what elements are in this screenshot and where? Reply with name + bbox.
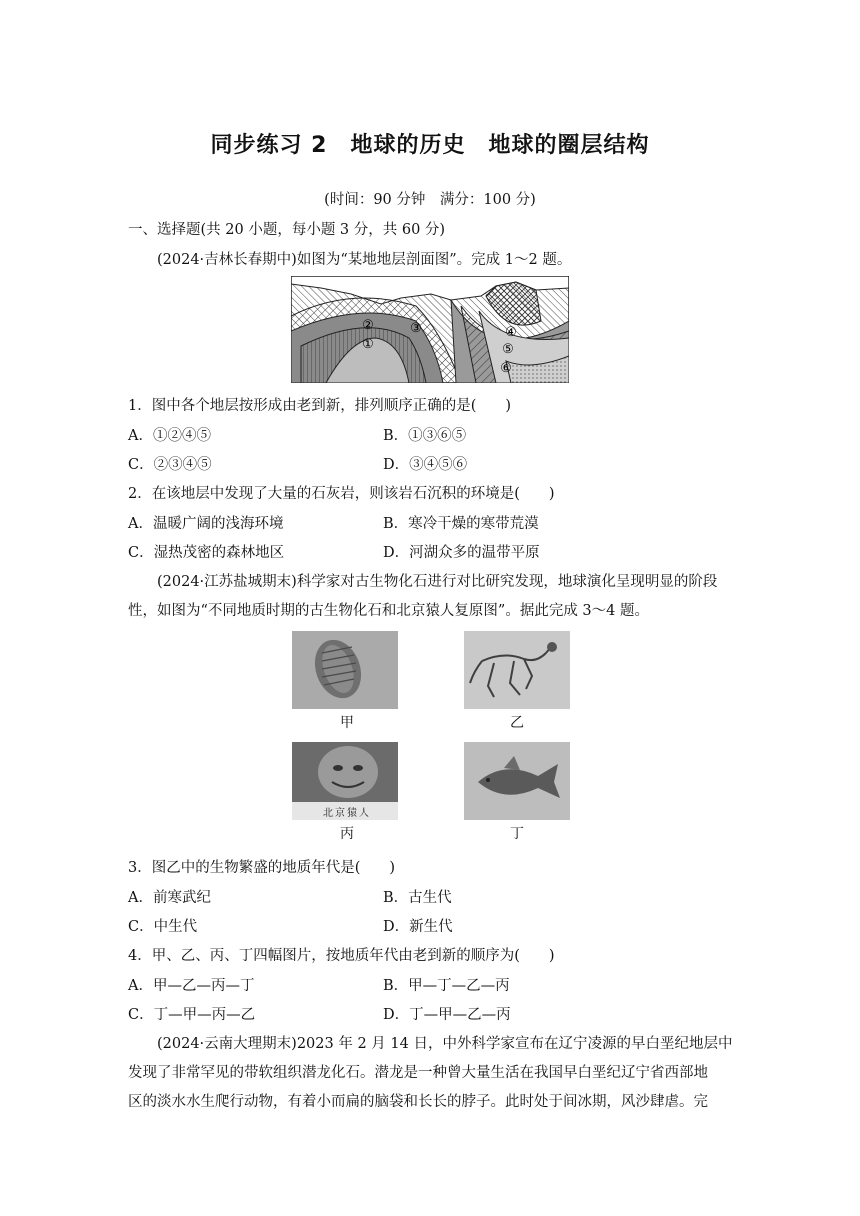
group3-paragraph-line1: (2024·云南大理期末)2023 年 2 月 14 日，中外科学家宣布在辽宁凌源的早白垩纪地层中 — [157, 1036, 733, 1052]
dinosaur-skeleton-fossil-photo — [464, 631, 570, 709]
peking-man-sign-text: 北京猿人 — [323, 808, 371, 819]
question-2-option-d[interactable]: D．河湖众多的温带平原 — [383, 545, 540, 561]
stratum-label-6: ⑥ — [500, 361, 512, 376]
question-3-stem: 3．图乙中的生物繁盛的地质年代是( ) — [128, 860, 396, 876]
caption-bing: 丙 — [340, 826, 354, 842]
caption-ding: 丁 — [510, 826, 524, 842]
caption-yi: 乙 — [510, 715, 524, 731]
question-2-stem: 2．在该地层中发现了大量的石灰岩，则该岩石沉积的环境是( ) — [128, 486, 555, 502]
question-2-option-c[interactable]: C．湿热茂密的森林地区 — [128, 545, 285, 561]
group1-intro: (2024·吉林长春期中)如图为“某地地层剖面图”。完成 1～2 题。 — [157, 252, 572, 268]
page-title: 同步练习 2 地球的历史 地球的圈层结构 — [210, 133, 650, 158]
question-4-stem: 4．甲、乙、丙、丁四幅图片，按地质年代由老到新的顺序为( ) — [128, 948, 555, 964]
strata-cross-section-figure — [291, 276, 569, 383]
stratum-label-3: ③ — [410, 321, 422, 336]
question-4-option-c[interactable]: C．丁—甲—丙—乙 — [128, 1007, 256, 1023]
caption-jia: 甲 — [340, 715, 354, 731]
question-4-option-a[interactable]: A．甲—乙—丙—丁 — [128, 978, 255, 994]
stratum-label-4: ④ — [505, 325, 517, 340]
question-1-option-c[interactable]: C．②③④⑤ — [128, 457, 212, 473]
peking-man-reconstruction-photo — [292, 742, 398, 820]
question-1-option-b[interactable]: B．①③⑥⑤ — [383, 428, 467, 444]
question-1-option-d[interactable]: D．③④⑤⑥ — [383, 457, 468, 473]
question-4-option-d[interactable]: D．丁—甲—乙—丙 — [383, 1007, 511, 1023]
question-3-option-a[interactable]: A．前寒武纪 — [128, 890, 211, 906]
group2-intro-line2: 性，如图为“不同地质时期的古生物化石和北京猿人复原图”。据此完成 3～4 题。 — [128, 603, 649, 619]
section-heading: 一、选择题(共 20 小题，每小题 3 分，共 60 分) — [128, 222, 446, 238]
stratum-label-2: ② — [362, 318, 374, 333]
stratum-label-5: ⑤ — [502, 342, 514, 357]
stratum-label-1: ① — [362, 337, 374, 352]
question-1-option-a[interactable]: A．①②④⑤ — [128, 428, 211, 444]
group3-paragraph-line3: 区的淡水水生爬行动物，有着小而扁的脑袋和长长的脖子。此时处于间冰期，风沙肆虐。完 — [128, 1094, 708, 1110]
group2-intro-line1: (2024·江苏盐城期末)科学家对古生物化石进行对比研究发现，地球演化呈现明显的阶段 — [157, 574, 718, 590]
question-1-stem: 1．图中各个地层按形成由老到新，排列顺序正确的是( ) — [128, 398, 512, 414]
question-2-option-b[interactable]: B．寒冷干燥的寒带荒漠 — [383, 516, 539, 532]
trilobite-fossil-photo — [292, 631, 398, 709]
question-3-option-c[interactable]: C．中生代 — [128, 919, 198, 935]
question-3-option-d[interactable]: D．新生代 — [383, 919, 453, 935]
fish-fossil-photo — [464, 742, 570, 820]
question-4-option-b[interactable]: B．甲—丁—乙—丙 — [383, 978, 510, 994]
exam-time-info: (时间：90 分钟 满分：100 分) — [324, 192, 536, 208]
question-3-option-b[interactable]: B．古生代 — [383, 890, 452, 906]
group3-paragraph-line2: 发现了非常罕见的带软组织潜龙化石。潜龙是一种曾大量生活在我国早白垩纪辽宁省西部地 — [128, 1065, 708, 1081]
question-2-option-a[interactable]: A．温暖广阔的浅海环境 — [128, 516, 284, 532]
